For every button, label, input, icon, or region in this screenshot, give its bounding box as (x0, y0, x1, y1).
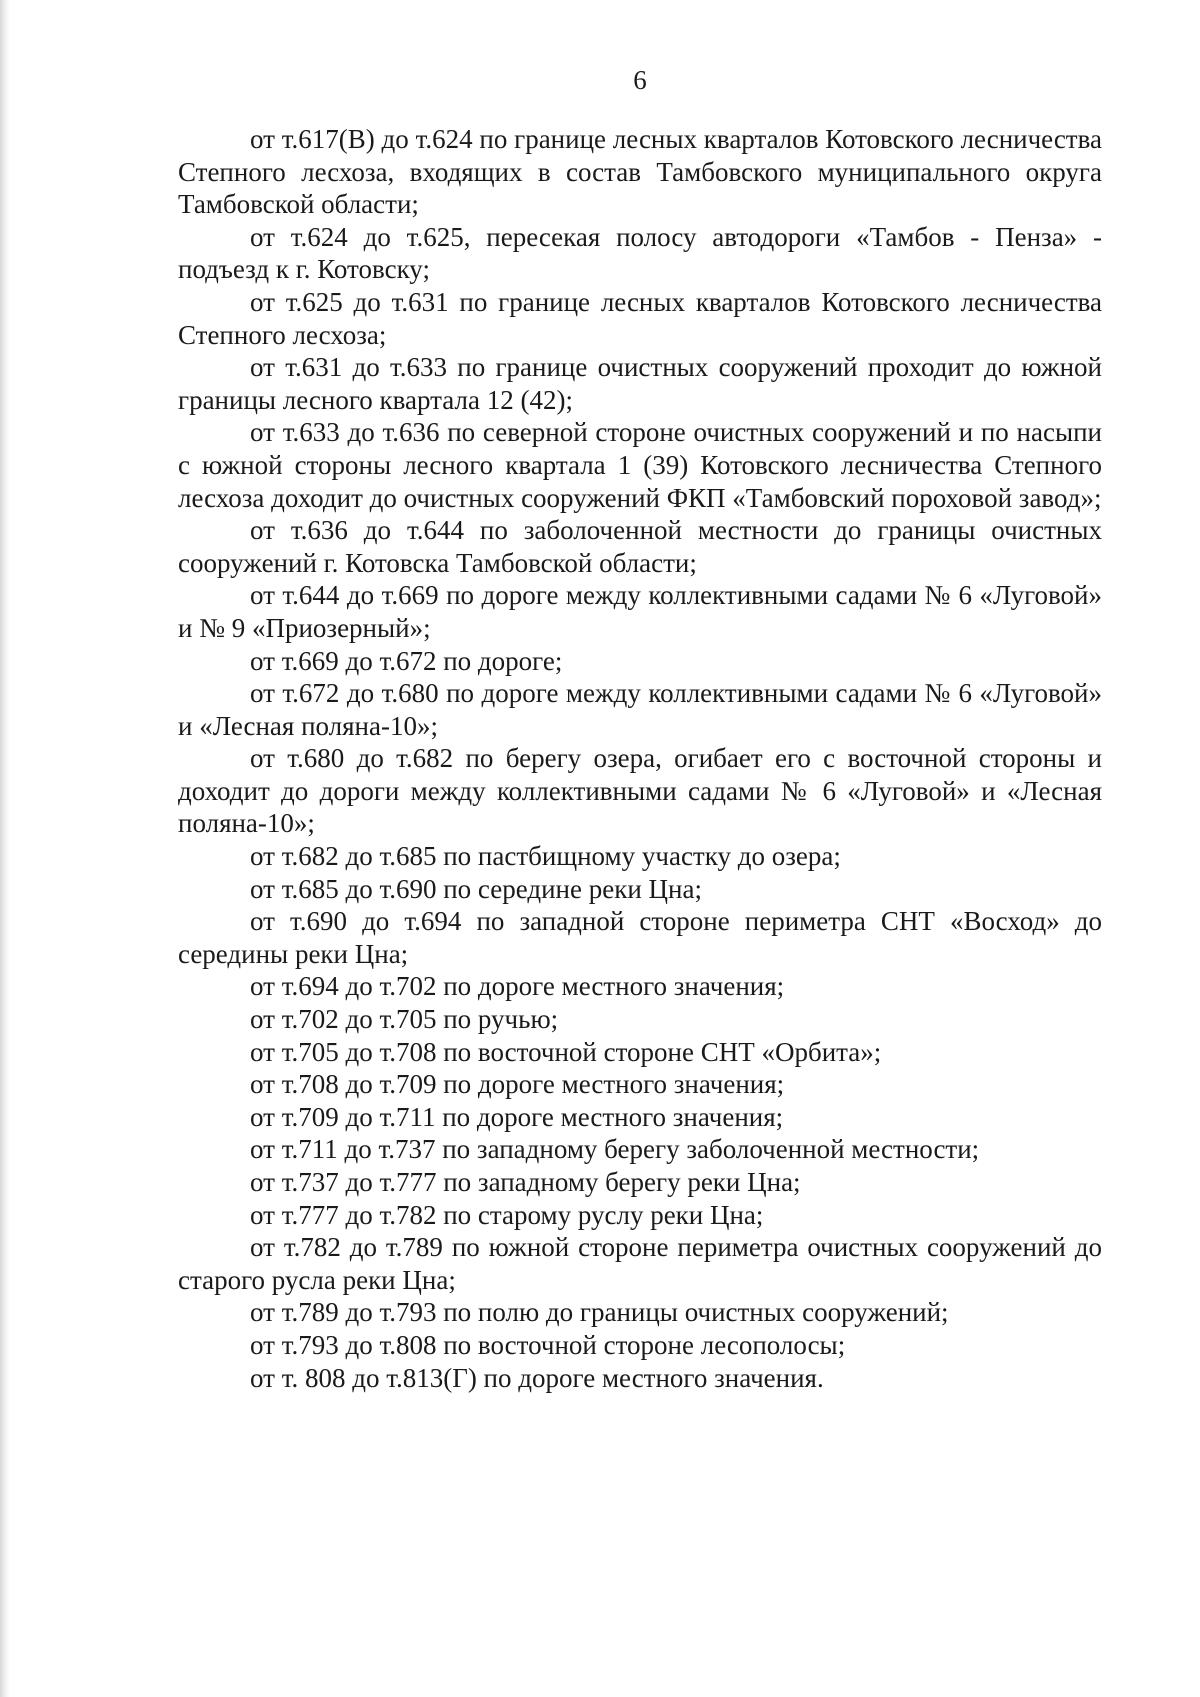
paragraph: от т.782 до т.789 по южной стороне периметра очистных сооружений до старого русла реки Цна; (178, 1232, 1102, 1295)
paragraph: от т.633 до т.636 по северной стороне очистных сооружений и по насыпи с южной стороны лесного квартала 1 (39) Котовского лесничества Степного лесхоза доходит до очистных сооружений ФКП «Тамбовский пороховой завод»; (178, 417, 1102, 513)
paragraph: от т. 808 до т.813(Г) по дороге местного значения. (250, 1362, 824, 1393)
paragraph: от т.669 до т.672 по дороге; (250, 645, 563, 676)
page-number: 6 (633, 65, 647, 95)
paragraph: от т.694 до т.702 по дороге местного значения; (250, 971, 785, 1002)
paragraph: от т.636 до т.644 по заболоченной местности до границы очистных сооружений г. Котовска Тамбовской области; (178, 515, 1102, 578)
paragraph: от т.631 до т.633 по границе очистных сооружений проходит до южной границы лесного квартала 12 (42); (178, 352, 1102, 415)
paragraph: от т.793 до т.808 по восточной стороне лесополосы; (250, 1329, 846, 1360)
paragraph: от т.682 до т.685 по пастбищному участку до озера; (250, 841, 841, 872)
paragraph: от т.680 до т.682 по берегу озера, огибает его с восточной стороны и доходит до дороги между коллективными садами № 6 «Луговой» и «Лесная поляна-10»; (178, 743, 1102, 839)
paragraph: от т.711 до т.737 по западному берегу заболоченной местности; (250, 1134, 980, 1165)
paragraph: от т.737 до т.777 по западному берегу реки Цна; (250, 1167, 801, 1197)
paragraph: от т.685 до т.690 по середине реки Цна; (250, 873, 702, 904)
paragraph: от т.705 до т.708 по восточной стороне СНТ «Орбита»; (250, 1036, 882, 1067)
paragraph: от т.625 до т.631 по границе лесных кварталов Котовского лесничества Степного лесхоза; (178, 286, 1102, 350)
paragraph: от т.708 до т.709 по дороге местного значения; (250, 1069, 785, 1100)
paragraph: от т.624 до т.625, пересекая полосу автодороги «Тамбов - Пенза» - подъезд к г. Котовску; (178, 221, 1102, 285)
paragraph: от т.702 до т.705 по ручью; (250, 1004, 559, 1035)
paragraph: от т.789 до т.793 по полю до границы очистных сооружений; (250, 1297, 949, 1328)
scan-edge-shadow (0, 0, 10, 1697)
document-body (178, 123, 1102, 1394)
paragraph: от т.777 до т.782 по старому руслу реки Цна; (250, 1199, 764, 1230)
paragraph: от т.690 до т.694 по западной стороне периметра СНТ «Восход» до середины реки Цна; (178, 906, 1102, 969)
paragraph: от т.617(В) до т.624 по границе лесных кварталов Котовского лесничества Степного лесхоза, входящих в состав Тамбовского муниципального округа Тамбовской области; (178, 124, 1102, 220)
paragraph: от т.644 до т.669 по дороге между коллективными садами № 6 «Луговой» и № 9 «Приозерный»; (178, 580, 1102, 643)
paragraph: от т.672 до т.680 по дороге между коллективными садами № 6 «Луговой» и «Лесная поляна-10»; (178, 678, 1102, 741)
paragraph: от т.709 до т.711 по дороге местного значения; (250, 1101, 784, 1132)
